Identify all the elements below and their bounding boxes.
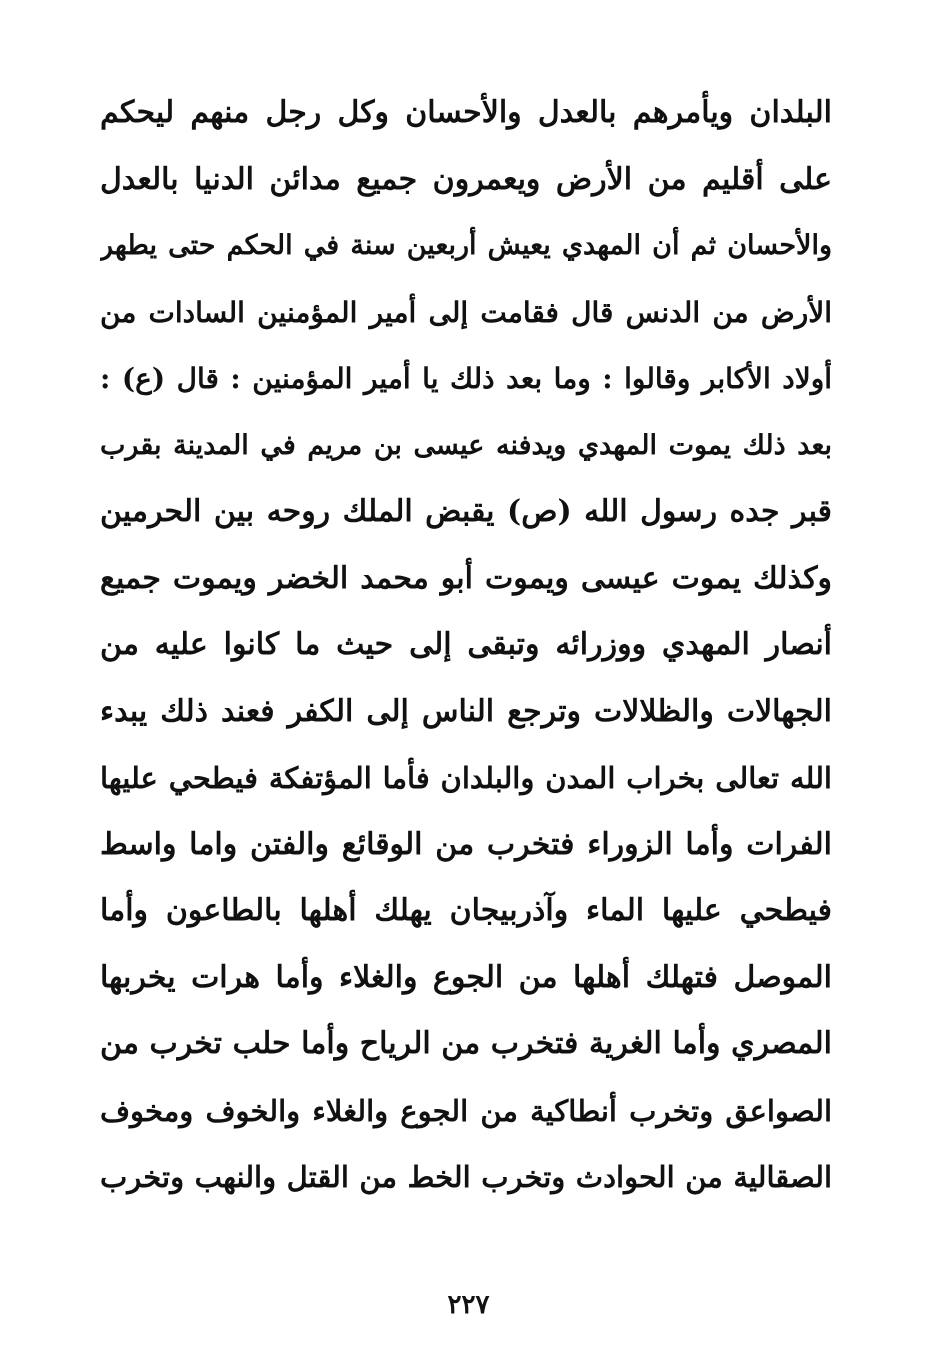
body-text (100, 80, 832, 1211)
text-line-12: الفرات وأما الزوراء فتخرب من الوقائع والفتن واما واسط (100, 826, 832, 862)
text-line-1: البلدان ويأمرهم بالعدل والأحسان وكل رجل منهم ليحكم (100, 95, 832, 130)
text-line-3: والأحسان ثم أن المهدي يعيش أربعين سنة في الحكم حتى يطهر (100, 230, 832, 261)
text-line-16: الصواعق وتخرب أنطاكية من الجوع والغلاء والخوف ومخوف (100, 1093, 832, 1128)
text-line-10: الجهالات والظلالات وترجع الناس إلى الكفر فعند ذلك يبدء (100, 693, 832, 729)
text-line-5: أولاد الأكابر وقالوا : وما بعد ذلك يا أمير المؤمنين : قال (ع) : (100, 362, 832, 395)
text-line-4: الأرض من الدنس قال فقامت إلى أمير المؤمنين السادات من (100, 295, 832, 329)
text-line-11: الله تعالى بخراب المدن والبلدان فأما المؤتفكة فيطحي عليها (100, 761, 832, 795)
text-line-6: بعد ذلك يموت المهدي ويدفنه عيسى بن مريم في المدينة بقرب (100, 429, 832, 461)
text-line-17: الصقالية من الحوادث وتخرب الخط من القتل والنهب وتخرب (100, 1160, 832, 1194)
text-line-9: أنصار المهدي ووزرائه وتبقى إلى حيث ما كانوا عليه من (100, 627, 832, 662)
text-line-13: فيطحي عليها الماء وآذربيجان يهلك أهلها بالطاعون وأما (100, 893, 832, 928)
text-line-14: الموصل فتهلك أهلها من الجوع والغلاء وأما هرات يخربها (100, 959, 832, 995)
text-line-7: قبر جده رسول الله (ص) يقبض الملك روحه بين الحرمين (100, 494, 832, 529)
page-number: ٢٢٧ (447, 1290, 490, 1320)
text-line-8: وكذلك يموت عيسى ويموت أبو محمد الخضر ويموت جميع (100, 560, 832, 596)
text-line-2: على أقليم من الأرض ويعمرون جميع مدائن الدنيا بالعدل (100, 161, 832, 197)
text-line-15: المصري وأما الغرية فتخرب من الرياح وأما حلب تخرب من (100, 1026, 832, 1061)
